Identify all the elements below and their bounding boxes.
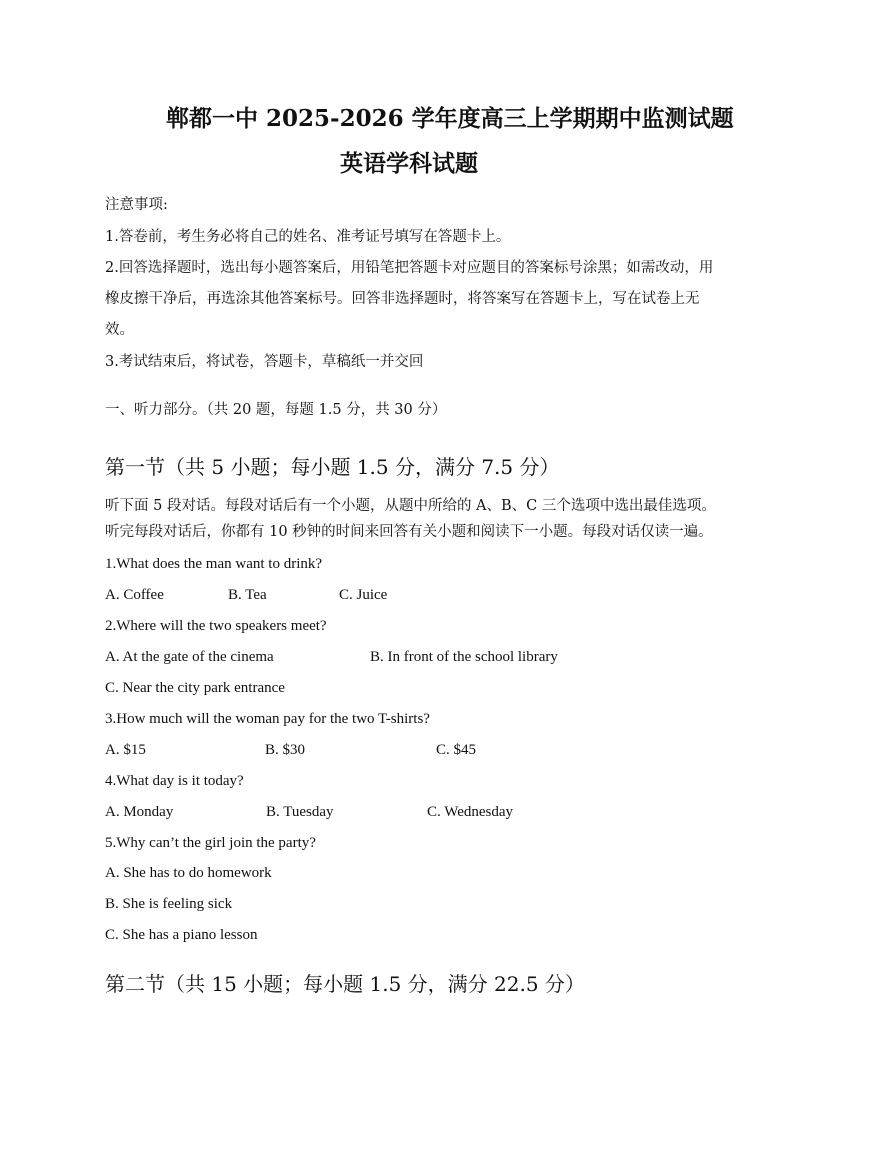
- subject-title: 英语学科试题: [340, 150, 478, 177]
- note-item-2-line-3: 效。: [105, 322, 134, 338]
- question-5-option-a: A. She has to do homework: [105, 865, 272, 881]
- question-4-option-a: A. Monday: [105, 804, 174, 820]
- question-2-option-a: A. At the gate of the cinema: [105, 649, 274, 665]
- question-1-option-c: C. Juice: [339, 587, 388, 603]
- question-2-option-b: B. In front of the school library: [370, 649, 558, 665]
- question-3-option-c: C. $45: [436, 742, 477, 758]
- question-3-stem: 3.How much will the woman pay for the two T-shirts?: [105, 711, 430, 727]
- note-item-2-line-2: 橡皮擦干净后，再选涂其他答案标号。回答非选择题时，将答案写在答题卡上，写在试卷上无: [105, 291, 700, 307]
- notes-heading: 注意事项:: [105, 197, 168, 213]
- note-item-2-line-1: 2.回答选择题时，选出每小题答案后，用铅笔把答题卡对应题目的答案标号涂黑；如需改动，用: [105, 260, 714, 276]
- section-1-heading: 第一节（共 5 小题；每小题 1.5 分，满分 7.5 分）: [105, 455, 560, 479]
- question-5-stem: 5.Why can’t the girl join the party?: [105, 835, 316, 851]
- note-item-1: 1.答卷前，考生务必将自己的姓名、准考证号填写在答题卡上。: [105, 229, 511, 245]
- question-1-stem: 1.What does the man want to drink?: [105, 556, 323, 572]
- question-2-stem: 2.Where will the two speakers meet?: [105, 618, 327, 634]
- question-3-option-a: A. $15: [105, 742, 146, 758]
- question-4-stem: 4.What day is it today?: [105, 773, 244, 789]
- question-4-option-c: C. Wednesday: [427, 804, 514, 820]
- question-1-option-b: B. Tea: [228, 587, 267, 603]
- question-4-option-b: B. Tuesday: [266, 804, 334, 820]
- question-5-option-c: C. She has a piano lesson: [105, 927, 258, 943]
- section-1-instruction-line-2: 听完每段对话后，你都有 10 秒钟的时间来回答有关小题和阅读下一小题。每段对话仅读一遍。: [105, 524, 713, 540]
- section-2-heading: 第二节（共 15 小题；每小题 1.5 分，满分 22.5 分）: [105, 972, 585, 996]
- question-2-option-c: C. Near the city park entrance: [105, 680, 285, 696]
- note-item-3: 3.考试结束后，将试卷，答题卡，草稿纸一并交回: [105, 354, 424, 370]
- section-1-instruction-line-1: 听下面 5 段对话。每段对话后有一个小题，从题中所给的 A、B、C 三个选项中选出最佳选项。: [105, 498, 716, 514]
- question-5-option-b: B. She is feeling sick: [105, 896, 233, 912]
- question-3-option-b: B. $30: [265, 742, 306, 758]
- question-1-option-a: A. Coffee: [105, 587, 164, 603]
- part-1-heading: 一、听力部分。（共 20 题，每题 1.5 分，共 30 分）: [105, 402, 447, 418]
- exam-title: 郸都一中 2025-2026 学年度高三上学期期中监测试题: [166, 105, 734, 132]
